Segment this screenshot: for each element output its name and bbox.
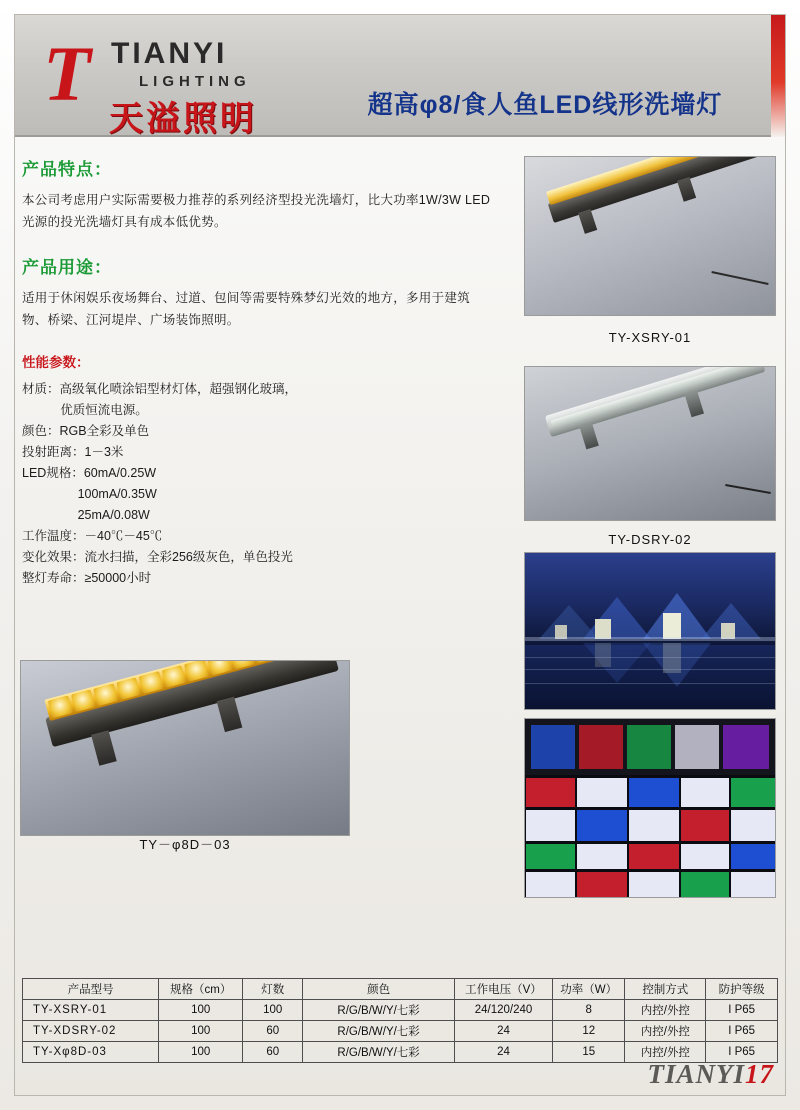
cell-size: 100 xyxy=(159,1042,243,1063)
cell-color: R/G/B/W/Y/七彩 xyxy=(303,1000,455,1021)
cell-model: TY-XSRY-01 xyxy=(23,1000,159,1021)
product-photo-xsry-01 xyxy=(524,156,776,316)
page-header xyxy=(15,15,785,137)
spec-line: 变化效果：流水扫描，全彩256级灰色，单色投光 xyxy=(22,550,293,564)
spec-line: 25mA/0.08W xyxy=(22,508,150,522)
specs-list xyxy=(22,379,502,589)
th-size: 规格（cm） xyxy=(159,979,243,1000)
caption-xsry-01: TY-XSRY-01 xyxy=(608,330,692,345)
power-cord xyxy=(725,484,771,494)
cell-model: TY-XDSRY-02 xyxy=(23,1021,159,1042)
footer-brand-logo xyxy=(647,1059,774,1090)
logo-letter-t: T xyxy=(43,30,87,117)
cell-ip-rating: I P65 xyxy=(706,1042,778,1063)
cell-model: TY-Xφ8D-03 xyxy=(23,1042,159,1063)
application-photo-led-dance-floor xyxy=(524,718,776,898)
th-led-count: 灯数 xyxy=(243,979,303,1000)
applications-body: 适用于休闲娱乐夜场舞台、过道、包间等需要特殊梦幻光效的地方，多用于建筑物、桥梁、江河堤岸、广场装饰照明。 xyxy=(22,291,471,327)
spec-line: 100mA/0.35W xyxy=(22,487,157,501)
th-ip-rating: 防护等级 xyxy=(706,979,778,1000)
brand-subtitle-en: LIGHTING xyxy=(139,73,251,90)
cell-control: 内控/外控 xyxy=(625,1021,706,1042)
application-photo-night-building xyxy=(524,552,776,710)
cell-power: 8 xyxy=(553,1000,625,1021)
th-color: 颜色 xyxy=(303,979,455,1000)
spec-line: 整灯寿命：≥50000小时 xyxy=(22,571,152,585)
product-photo-8d-03 xyxy=(20,660,350,836)
cell-led-count: 100 xyxy=(243,1000,303,1021)
footer-brand-text: TIANYI xyxy=(647,1059,745,1089)
cell-led-count: 60 xyxy=(243,1042,303,1063)
cell-size: 100 xyxy=(159,1021,243,1042)
brand-name-cn: 天溢照明 xyxy=(109,100,257,138)
spec-table-wrapper xyxy=(22,978,778,1063)
cell-power: 12 xyxy=(553,1021,625,1042)
caption-8d-03: TY－φ8D－03 xyxy=(139,837,231,852)
brand-logo xyxy=(37,30,297,138)
product-photo-dsry-02 xyxy=(524,366,776,521)
night-scene-graphic xyxy=(525,553,776,710)
cell-voltage: 24 xyxy=(454,1021,552,1042)
spec-line: LED规格：60mA/0.25W xyxy=(22,466,157,480)
table-header-row xyxy=(23,979,778,1000)
cell-voltage: 24 xyxy=(454,1042,552,1063)
brand-name-en: TIANYI xyxy=(111,37,228,70)
cell-control: 内控/外控 xyxy=(625,1042,706,1063)
wall-washer-amber-illustration xyxy=(541,156,776,274)
dance-floor-graphic xyxy=(525,719,776,898)
spec-line: 颜色：RGB全彩及单色 xyxy=(22,424,150,438)
table-row xyxy=(23,1000,778,1021)
spec-line: 投射距离：1－3米 xyxy=(22,445,124,459)
specs-heading: 性能参数： xyxy=(22,355,90,370)
th-voltage: 工作电压（V） xyxy=(454,979,552,1000)
cell-power: 15 xyxy=(553,1042,625,1063)
th-power: 功率（W） xyxy=(553,979,625,1000)
cell-control: 内控/外控 xyxy=(625,1000,706,1021)
caption-dsry-02: TY-DSRY-02 xyxy=(608,532,692,547)
spec-table xyxy=(22,978,778,1063)
text-column xyxy=(22,155,502,589)
wall-washer-large-illustration xyxy=(39,660,350,801)
cell-voltage: 24/120/240 xyxy=(454,1000,552,1021)
power-cord xyxy=(711,271,768,285)
cell-led-count: 60 xyxy=(243,1021,303,1042)
table-row xyxy=(23,1021,778,1042)
cell-color: R/G/B/W/Y/七彩 xyxy=(303,1042,455,1063)
cell-ip-rating: I P65 xyxy=(706,1000,778,1021)
page-title: 超高φ8/食人鱼LED线形洗墙灯 xyxy=(367,91,723,119)
th-model: 产品型号 xyxy=(23,979,159,1000)
footer-brand-accent: 17 xyxy=(745,1059,774,1089)
spec-line: 材质：高级氧化喷涂铝型材灯体，超强钢化玻璃， xyxy=(22,382,298,396)
th-control: 控制方式 xyxy=(625,979,706,1000)
wall-washer-silver-illustration xyxy=(539,366,776,487)
applications-heading: 产品用途： xyxy=(22,258,112,277)
spec-line: 优质恒流电源。 xyxy=(22,403,148,417)
cell-color: R/G/B/W/Y/七彩 xyxy=(303,1021,455,1042)
features-heading: 产品特点： xyxy=(22,160,112,179)
features-body: 本公司考虑用户实际需要极力推荐的系列经济型投光洗墙灯，比大功率1W/3W LED光源的投光洗墙灯具有成本低优势。 xyxy=(22,193,491,229)
spec-line: 工作温度：－40℃－45℃ xyxy=(22,529,163,543)
cell-size: 100 xyxy=(159,1000,243,1021)
cell-ip-rating: I P65 xyxy=(706,1021,778,1042)
